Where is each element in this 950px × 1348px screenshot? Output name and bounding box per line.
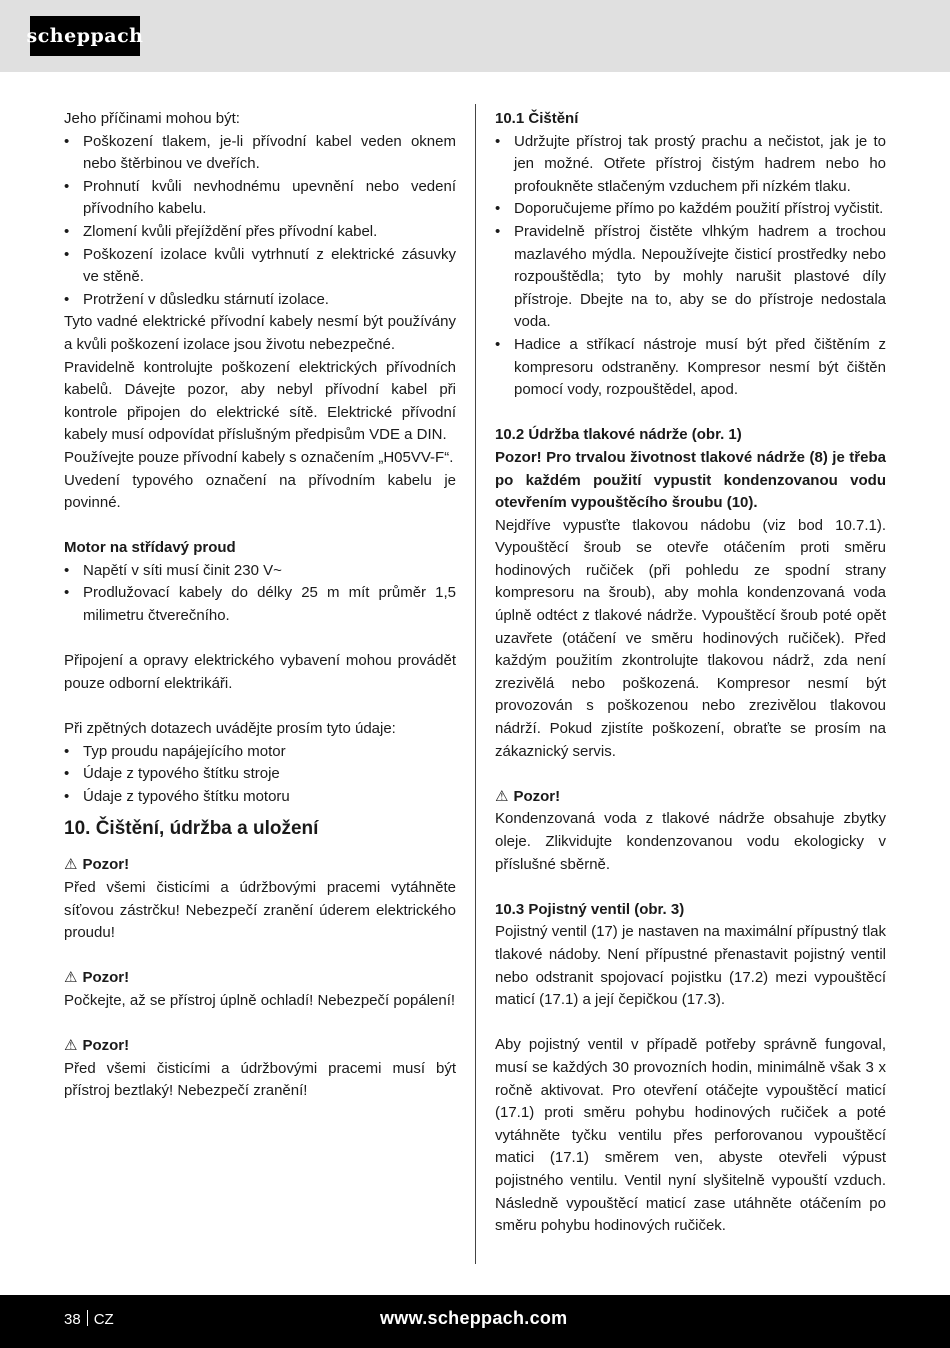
warning-icon: ⚠ bbox=[64, 969, 78, 987]
list-item: • Doporučujeme přímo po každém použití přístroj vyčistit. bbox=[495, 198, 886, 221]
list-item: • Udržujte přístroj tak prostý prachu a nečistot, jak je to jen možné. Otřete přístroj čistým hadrem nebo ho profoukněte stlačeným vzduchem při nízkém tlaku. bbox=[495, 131, 886, 199]
paragraph: Používejte pouze přívodní kabely s označením „H05VV-F“. bbox=[64, 448, 454, 466]
warning-title: ⚠ Pozor! bbox=[64, 967, 456, 990]
column-divider bbox=[475, 104, 476, 1264]
list-item: • Napětí v síti musí činit 230 V~ bbox=[64, 560, 456, 583]
bold-notice: Pozor! Pro trvalou životnost tlakové nádrže (8) je třeba po každém použití vypustit kondenzovanou vodu otevřením vypouštěcího šroubu (10). bbox=[495, 448, 886, 512]
subsection-heading: 10.2 Údržba tlakové nádrže (obr. 1) bbox=[495, 426, 742, 444]
list-item: • Pravidelně přístroj čistěte vlhkým hadrem a trochou mazlavého mýdla. Nepoužívejte čisticí prostředky nebo rozpouštědla; tyto by mohly narušit plastové díly přístroje. Dbejte na to, aby se do přístroje nedostala voda. bbox=[495, 221, 886, 334]
warning-text: Kondenzovaná voda z tlakové nádrže obsahuje zbytky oleje. Zlikvidujte kondenzovanou vodu ekologicky v příslušné sběrně. bbox=[495, 810, 886, 873]
list-item: • Údaje z typového štítku stroje bbox=[64, 763, 456, 786]
website-link[interactable]: www.scheppach.com bbox=[380, 1308, 568, 1328]
paragraph: Při zpětných dotazech uvádějte prosím tyto údaje: bbox=[64, 720, 396, 738]
cleaning-list bbox=[495, 131, 886, 402]
warning-icon: ⚠ bbox=[495, 787, 509, 805]
section-title: 10. Čištění, údržba a uložení bbox=[64, 818, 319, 840]
paragraph: Uvedení typového označení na přívodním kabelu je povinné. bbox=[64, 471, 456, 512]
list-item: • Prohnutí kvůli nevhodnému upevnění nebo vedení přívodního kabelu. bbox=[64, 176, 456, 221]
page-number: 38 CZ bbox=[64, 1311, 114, 1328]
paragraph: Aby pojistný ventil v případě potřeby správně fungoval, musí se každých 30 provozních hodin, minimálně však 3 x ročně aktivovat. Pro otevření otáčejte vypouštěcí maticí (17.1) proti směru pohybu hodinových ručiček a poté vytáhněte tyčku ventilu přes perforovanou vypouštěcí matici (17.1) směrem ven, abyste otevřeli výpust pojistného ventilu. Ventil nyní slyšitelně vypouští vzduch. Následně vypouštěcí maticí zase utáhněte otáčením po směru pohybu hodinových ručiček. bbox=[495, 1036, 886, 1235]
paragraph: Tyto vadné elektrické přívodní kabely nesmí být používány a kvůli poškození izolace jsou životu nebezpečné. bbox=[64, 313, 456, 353]
list-item: • Prodlužovací kabely do délky 25 m mít průměr 1,5 milimetru čtverečního. bbox=[64, 582, 456, 627]
motor-heading: Motor na střídavý proud bbox=[64, 539, 236, 557]
paragraph: Pravidelně kontrolujte poškození elektrických přívodních kabelů. Dávejte pozor, aby nebyl přívodní kabel při kontrole připojen do elektrické sítě. Elektrické přívodní kabely musí odpovídat příslušným předpisům VDE a DIN. bbox=[64, 358, 456, 444]
warning-title: ⚠ Pozor! bbox=[64, 1035, 456, 1058]
list-item: • Zlomení kvůli přejíždění přes přívodní kabel. bbox=[64, 221, 456, 244]
paragraph: Pojistný ventil (17) je nastaven na maximální přípustný tlak tlakové nádoby. Není přípustné přenastavit pojistný ventil nebo odstranit spojovací pojistku (17.2) mezi vypouštěcí maticí (17.1) a její čepičkou (17.3). bbox=[495, 923, 886, 1009]
warning-icon: ⚠ bbox=[64, 856, 78, 874]
warning-title: ⚠ Pozor! bbox=[495, 786, 886, 809]
subsection-heading: 10.1 Čištění bbox=[495, 110, 579, 127]
paragraph: Připojení a opravy elektrického vybavení mohou provádět pouze odborní elektrikáři. bbox=[64, 652, 456, 692]
list-item: • Hadice a stříkací nástroje musí být před čištěním z kompresoru odstraněny. Kompresor nesmí být čištěn pomocí vody, rozpouštědel, apod. bbox=[495, 334, 886, 402]
paragraph: Nejdříve vypusťte tlakovou nádobu (viz bod 10.7.1). Vypouštěcí šroub se otevře otáčením proti směru hodinových ručiček (při pohledu ze spodní strany kompresoru na šroub), aby mohla kondenzovaná voda úplně odtéct z tlakové nádrže. Vypouštěcí šroub poté opět uzavřete (otáčení ve směru hodinových ručiček). Před každým použitím zkontrolujte tlakovou nádrž, zda není zrezivělá nebo poškozená. Kompresor nesmí být provozován s poškozenou nebo zrezivělou tlakovou nádrží. Pokud zjistíte poškození, obraťte se prosím na zákaznický servis. bbox=[495, 516, 886, 760]
info-list bbox=[64, 741, 456, 809]
causes-list bbox=[64, 131, 456, 312]
causes-intro: Jeho příčinami mohou být: bbox=[64, 110, 240, 127]
warning-icon: ⚠ bbox=[64, 1037, 78, 1055]
warning-text: Před všemi čisticími a údržbovými pracemi vytáhněte síťovou zástrčku! Nebezpečí zranění úderem elektrického proudu! bbox=[64, 879, 456, 942]
left-column bbox=[64, 108, 456, 1103]
list-item: • Protržení v důsledku stárnutí izolace. bbox=[64, 289, 456, 312]
motor-list bbox=[64, 560, 456, 628]
list-item: • Údaje z typového štítku motoru bbox=[64, 786, 456, 809]
brand-logo: scheppach bbox=[30, 16, 140, 56]
list-item: • Poškození izolace kvůli vytrhnutí z elektrické zásuvky ve stěně. bbox=[64, 244, 456, 289]
subsection-heading: 10.3 Pojistný ventil (obr. 3) bbox=[495, 900, 685, 918]
list-item: • Poškození tlakem, je-li přívodní kabel veden oknem nebo štěrbinou ve dveřích. bbox=[64, 131, 456, 176]
page-footer bbox=[0, 1295, 950, 1348]
page-header bbox=[0, 0, 950, 72]
warning-text: Před všemi čisticími a údržbovými pracemi musí být přístroj beztlaký! Nebezpečí zranění! bbox=[64, 1059, 456, 1100]
right-column bbox=[495, 108, 886, 1238]
warning-text: Počkejte, až se přístroj úplně ochladí! Nebezpečí popálení! bbox=[64, 991, 456, 1009]
warning-title: ⚠ Pozor! bbox=[64, 854, 456, 877]
list-item: • Typ proudu napájejícího motor bbox=[64, 741, 456, 764]
